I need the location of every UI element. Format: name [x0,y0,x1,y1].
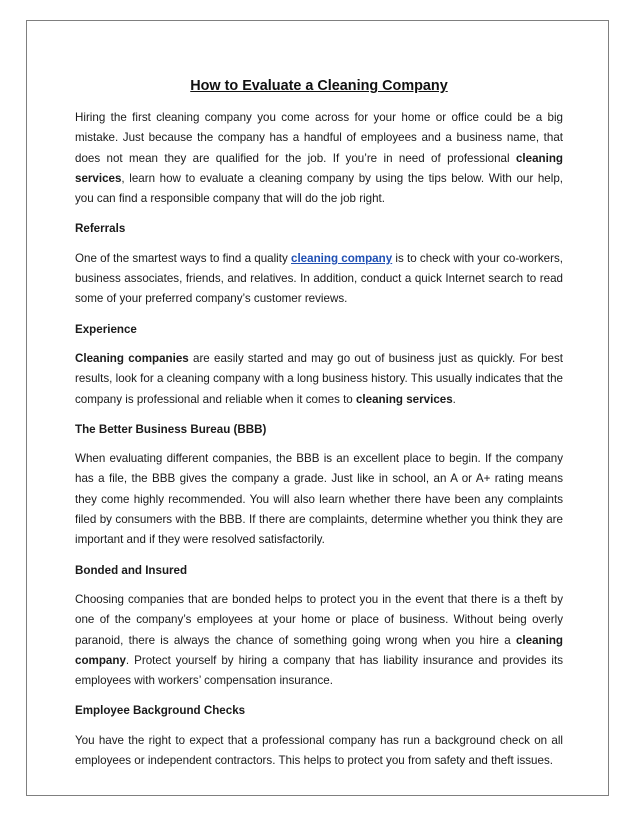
intro-bold-cleaning-services: cleaning services [75,151,563,185]
experience-bold-cleaning-services: cleaning services [355,392,453,406]
document-title: How to Evaluate a Cleaning Company [190,78,448,94]
heading-bonded-insured: Bonded and Insured [75,563,188,577]
document-body [75,76,563,781]
bonded-text-2: . Protect yourself by hiring a company that has liability insurance and provides its employees with workers’ compensation insurance. [75,653,563,688]
background-paragraph: You have the right to expect that a professional company has run a background check on all employees or independent contractors. This helps to protect you from safety and theft issues. [75,733,563,768]
bonded-text-1: Choosing companies that are bonded helps to protect you in the event that there is a theft by one of the company’s employees at your home or place of business. Without being overly paranoid, there is always the chance of something going wrong when you hire a [75,592,563,647]
cleaning-company-link[interactable]: cleaning company [291,251,393,265]
referrals-paragraph [75,249,563,310]
experience-bold-cleaning-companies: Cleaning companies [75,351,189,365]
heading-bbb: The Better Business Bureau (BBB) [75,422,267,436]
intro-text-2: , learn how to evaluate a cleaning company by using the tips below. With our help, you can find a responsible company that will do the job right. [75,171,563,206]
intro-text-1: Hiring the first cleaning company you come across for your home or office could be a big mistake. Just because the company has a handful of employees and a business name, that does not mean they are qualified for the job. If you’re in need of professional [75,111,563,165]
intro-paragraph [75,108,563,209]
heading-background-checks: Employee Background Checks [75,704,246,718]
referrals-text-1: One of the smartest ways to find a quality [75,251,291,265]
experience-paragraph [75,349,563,410]
heading-experience: Experience [75,322,137,336]
heading-referrals: Referrals [75,222,126,236]
bbb-paragraph: When evaluating different companies, the BBB is an excellent place to begin. If the company has a file, the BBB gives the company a grade. Just like in school, an A or A+ rating means they come highly recommended. You will also learn whether there have been any complaints filed by consumers with the BBB. If there are complaints, determine whether you think they are important and if they were resolved satisfactorily. [75,452,563,547]
experience-text-2: . [452,392,456,406]
bonded-bold-cleaning-company: cleaning company [75,633,563,667]
referrals-text-2: is to check with your co-workers, business associates, friends, and relatives. In addition, conduct a quick Internet search to read some of your preferred company’s customer reviews. [75,251,563,306]
experience-text-1: are easily started and may go out of business just as quickly. For best results, look for a cleaning company with a long business history. This usually indicates that the company is professional and reliable when it comes to [75,351,563,406]
bonded-paragraph [75,590,563,691]
